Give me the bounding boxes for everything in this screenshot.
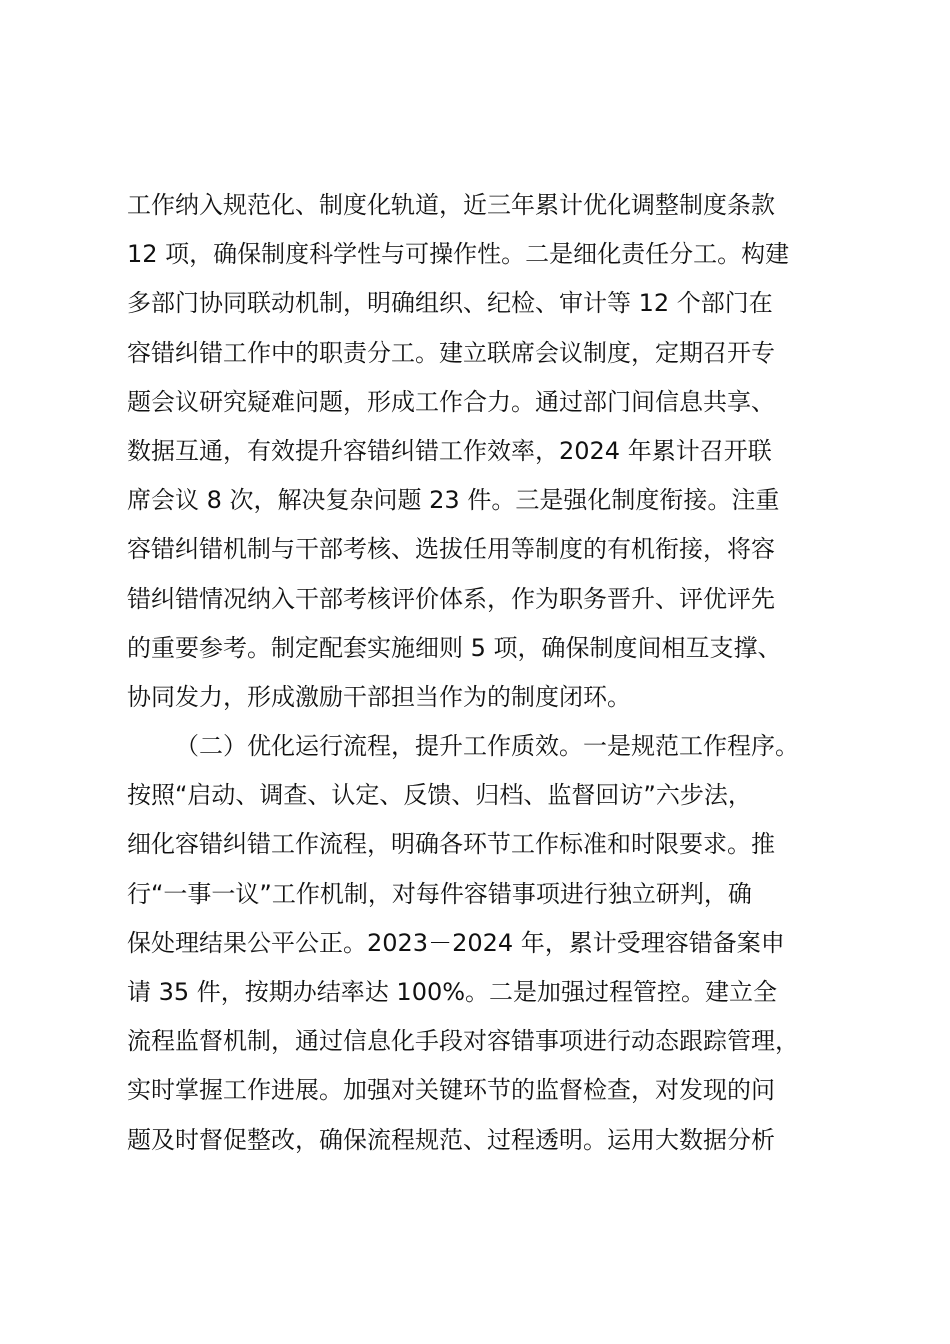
text-line: 行“一事一议”工作机制，对每件容错事项进行独立研判，确 [127,879,752,908]
section-heading-line: （二）优化运行流程，提升工作质效。一是规范工作程序。 [175,732,799,761]
text-line: 容错纠错工作中的职责分工。建立联席会议制度，定期召开专 [127,338,775,367]
text-line: 数据互通，有效提升容错纠错工作效率，2024 年累计召开联 [127,436,772,465]
body-text [127,181,847,1165]
text-line: 多部门协同联动机制，明确组织、纪检、审计等 12 个部门在 [127,289,773,318]
text-line: 保处理结果公平公正。2023－2024 年，累计受理容错备案申 [127,928,785,957]
text-line: 题会议研究疑难问题，形成工作合力。通过部门间信息共享、 [127,387,775,416]
text-line: 席会议 8 次，解决复杂问题 23 件。三是强化制度衔接。注重 [127,486,780,515]
text-line: 实时掌握工作进展。加强对关键环节的监督检查，对发现的问 [127,1076,775,1105]
text-line: 错纠错情况纳入干部考核评价体系，作为职务晋升、评优评先 [127,584,775,613]
text-line: 请 35 件，按期办结率达 100%。二是加强过程管控。建立全 [127,978,778,1006]
text-line: 工作纳入规范化、制度化轨道，近三年累计优化调整制度条款 [127,191,775,219]
text-line: 按照“启动、调查、认定、反馈、归档、监督回访”六步法， [127,781,752,810]
text-line: 题及时督促整改，确保流程规范、过程透明。运用大数据分析 [127,1125,775,1154]
text-line: 细化容错纠错工作流程，明确各环节工作标准和时限要求。推 [127,830,775,859]
text-line: 协同发力，形成激励干部担当作为的制度闭环。 [127,682,631,711]
text-line: 12 项，确保制度科学性与可操作性。二是细化责任分工。构建 [127,240,790,269]
text-line: 容错纠错机制与干部考核、选拔任用等制度的有机衔接，将容 [127,535,775,564]
text-line: 的重要参考。制定配套实施细则 5 项，确保制度间相互支撑、 [127,633,782,662]
text-line: 流程监督机制，通过信息化手段对容错事项进行动态跟踪管理， [127,1027,799,1056]
